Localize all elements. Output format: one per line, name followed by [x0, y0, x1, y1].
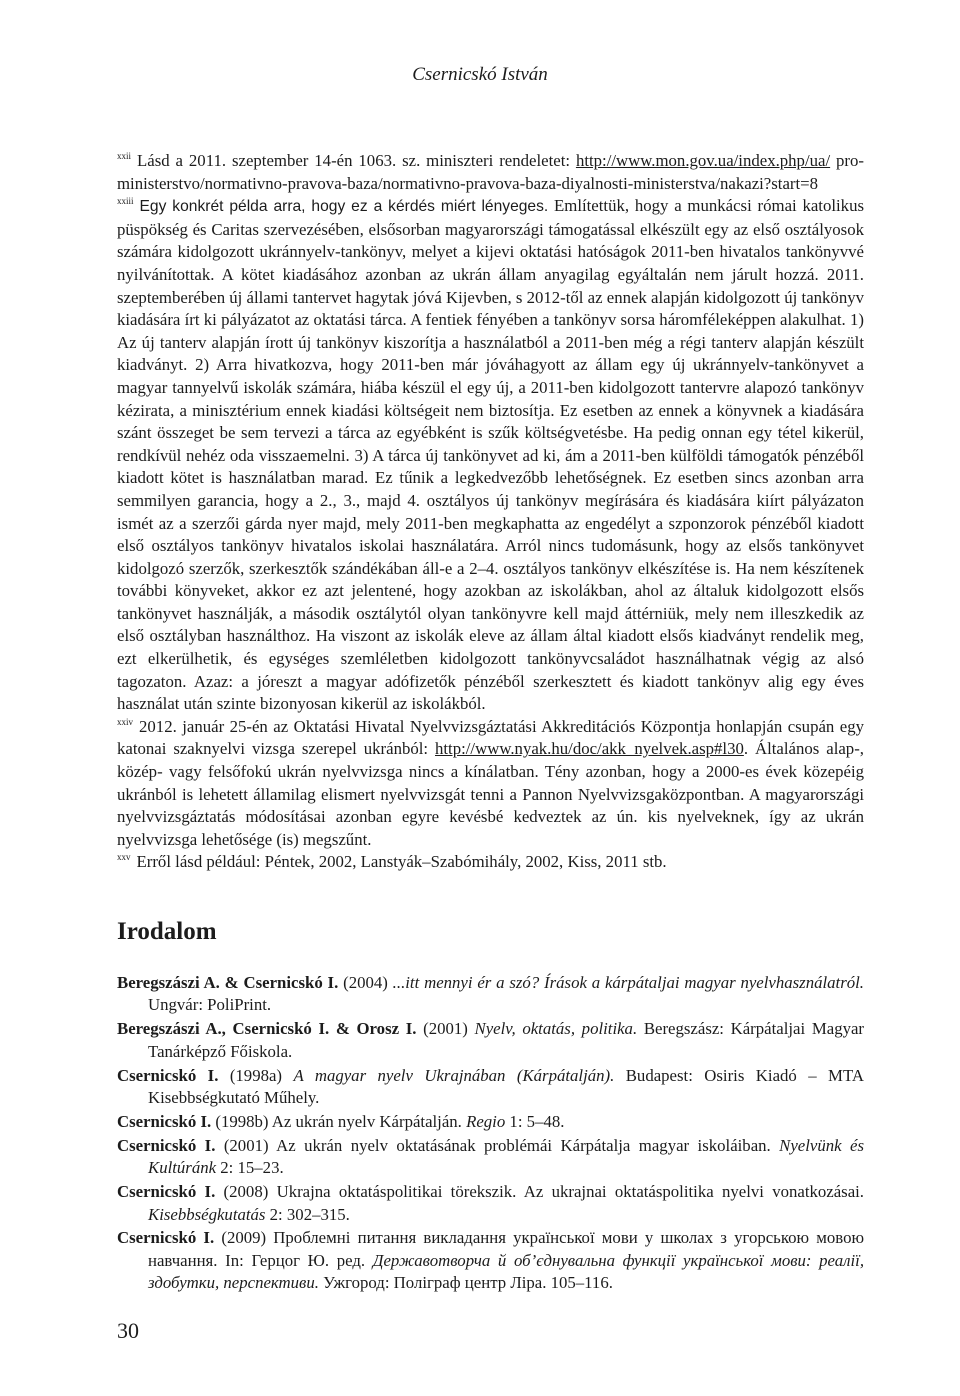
reference-publisher: 2: 302–315. [265, 1204, 350, 1224]
reference-year: (2004) [338, 973, 393, 992]
reference-title: Nyelvünk és Kultúránk [148, 1135, 864, 1178]
footnote-marker: xxiv [117, 716, 134, 727]
footnote-link[interactable]: http://www.mon.gov.ua/index.php/ua/ [575, 151, 831, 170]
reference-year: (1998b) Az ukrán nyelv Kárpátalján. [211, 1111, 467, 1131]
footnote-text: Lásd a 2011. szeptember 14-én 1063. sz. miniszteri rendeletet: [137, 151, 576, 170]
reference-item [117, 972, 864, 1017]
reference-publisher: 2: 15–23. [216, 1158, 284, 1178]
reference-publisher: Ужгород: Поліграф центр Ліра. 105–116. [318, 1273, 613, 1293]
reference-list [117, 972, 864, 1296]
footnote-text: Említettük, hogy a munkácsi római katolikus püspökség és Caritas szervezésében, elsősorban magyarországi támogatással elkészült egy az első osztályosok számára kidolgozott ukránnyelv-tankönyv, melyet a kijevi oktatási hatóságok 2011-ben hivatalos tankönyvvé nyilvánítottak. A kötet kiadásához azonban az ukrán állam anyagilag egyáltalán nem járult hozzá. 2011. szeptemberében új állami tantervet hagytak jóvá Kijevben, s 2012-től az ennek alapján kidolgozott új tankönyv kiadására írt ki pályázatot az oktatási tárca. A fentiek fényében a tankönyv sorsa háromféleképpen alakulhat. 1) Az új tanterv alapján írott új tankönyv kiszorítja a használatból a 2011-ben még a régi tanterv alapján készült kiadványt. 2) Arra hivatkozva, hogy 2011-ben már jóváhagyott az állam egy új ukránnyelv-tankönyvet a magyar tannyelvű iskolák számára, hiába készül el egy új, a 2011-ben kidolgozott tantervre alapozó tankönyv kézirata, a minisztérium ennek kiadási költségeit nem biztosítja. Ez esetben az ennek a könyvnek a kiadására szánt összeget be sem tervezi a tárca az egyébként is szűk költségvetésbe. Ha pedig onnan egy tétel kikerül, rendkívül nehéz oda visszaemelni. 3) A tárca új tankönyvet ad ki, ám a 2011-ben külföldi támogatók pénzéből kiadott kötet is használatban marad. Ez tűnik a legkedvezőbb lehetőségnek. Ez esetben sincs azonban arra semmilyen garancia, hogy a 2., 3., majd 4. osztályos új tankönyv megírására és kiadására kiírt pályázaton ismét az a szerzői gárda nyer majd, mely 2011-ben megkaphatta az engedélyt a szponzorok pénzéből kiadott első osztályos tankönyv hivatalos iskolai használatára. Arról nincs tudomásunk, hogy az elsős tankönyvet kidolgozó szerzők, szerkesztők szándékában áll-e a 2–4. osztályos tankönyv elkészítése is. Ha nem készítenek további könyveket, akkor ez azt jelentené, hogy azokban az iskolákban, ahol az általuk kidolgozott elsős tankönyvet használják, a második osztálytól olyan tankönyvre kell majd áttérniük, mely nem illeszkedik az első osztályban használthoz. Ha viszont az iskolák eleve az állam által kiadott elsős kiadványt rendelik meg, ezt elkerülhetik, és egységes szemléletben kidolgozott tankönyvcsaládot használhatnak végig az alsó tagozaton. Azaz: a jóreszt a magyar adófizetők pénzéből szerkesztett és kiadott tankönyv alig egy éves használat után szinte bizonyosan kikerül az iskolákból. [117, 196, 864, 714]
footnote-xxii [117, 150, 864, 195]
reference-year: (1998a) [218, 1065, 294, 1085]
reference-item [117, 1018, 864, 1063]
reference-title: Державотворча й об’єднувальна функції української мови: реалії, здобутки, перспективи. [148, 1250, 865, 1293]
reference-authors: Beregszászi A. & Csernicskó I. [117, 973, 339, 992]
reference-publisher: 1: 5–48. [505, 1111, 565, 1131]
reference-title: Kisebbségkutatás [148, 1204, 266, 1224]
footnote-text: 2012. január 25-én az Oktatási Hivatal Nyelvvizsgáztatási Akkreditációs Központja honlapján csupán egy katonai szaknyelvi vizsga szerepel ukránból: [117, 716, 864, 759]
reference-item [117, 1135, 864, 1180]
footnote-marker: xxiii [117, 196, 134, 207]
reference-publisher: Ungvár: PoliPrint. [148, 995, 272, 1015]
reference-year: (2001) Az ukrán nyelv oktatásának problémái Kárpátalja magyar iskoláiban. [215, 1135, 780, 1155]
reference-authors: Csernicskó I. [117, 1182, 216, 1202]
reference-title: A magyar nyelv Ukrajnában (Kárpátalján). [293, 1065, 615, 1085]
reference-authors: Csernicskó I. [117, 1065, 219, 1085]
footnote-xxiv [117, 716, 864, 852]
footnote-marker: xxii [117, 151, 132, 161]
reference-publisher: Budapest: Osiris Kiadó – MTA Kisebbségkutató Műhely. [148, 1065, 864, 1108]
footnote-text: Erről lásd például: Péntek, 2002, Lanstyák–Szabómihály, 2002, Kiss, 2011 stb. [136, 852, 667, 872]
footnote-text-after: pro-ministerstvo/normativno-pravova-baza/normativno-pravova-baza-diyalnosti-ministerstva/nakazi?start=8 [117, 151, 864, 193]
footnote-text-after: . Általános alap-, közép- vagy felsőfokú ukrán nyelvvizsga nincs a kínálatban. Tény azonban, hogy a 2000-es évek közepéig ukránból is lehetett államilag elismert nyelvvizsgát tenni a Pannon Nyelvvizsgaközpontban. A magyarországi nyelvvizsgáztatás módosításai azonban egyre kevésbé kedveztek az ún. kis nyelveknek, így az ukrán nyelvvizsga lehetősége (is) megszűnt. [117, 739, 864, 849]
footnote-link[interactable]: http://www.nyak.hu/doc/akk_nyelvek.asp#l30 [435, 739, 744, 759]
footnote-xxv [117, 851, 864, 874]
footnote-lead: Egy konkrét példa arra, hogy ez a kérdés miért lényeges. [139, 198, 549, 216]
section-heading: Irodalom [117, 918, 217, 945]
reference-item [117, 1065, 864, 1110]
reference-item [117, 1181, 864, 1226]
reference-year: (2009) Проблемні питання викладання української мови у школах з угорською мовою навчання. In: Герцог Ю. ред. [148, 1228, 864, 1270]
footnote-marker: xxv [117, 852, 131, 863]
reference-authors: Csernicskó I. [117, 1135, 216, 1155]
footnote-xxiii [117, 195, 864, 716]
reference-title: Nyelv, oktatás, politika. [474, 1019, 638, 1039]
page-number: 30 [117, 1318, 139, 1343]
reference-publisher: Beregszász: Kárpátaljai Magyar Tanárképző Főiskola. [148, 1019, 865, 1061]
reference-item [117, 1227, 864, 1294]
reference-item [117, 1111, 864, 1133]
reference-title: Regio [466, 1111, 506, 1131]
reference-authors: Beregszászi A., Csernicskó I. & Orosz I. [117, 1019, 417, 1039]
reference-authors: Csernicskó I. [117, 1111, 212, 1131]
reference-year: (2008) Ukrajna oktatáspolitikai törekszik. Az ukrajnai oktatáspolitika nyelvi vonatkozásai. [215, 1182, 864, 1202]
running-head: Csernicskó István [412, 64, 548, 85]
footnotes [117, 150, 864, 874]
reference-year: (2001) [416, 1019, 475, 1039]
reference-authors: Csernicskó I. [117, 1228, 215, 1248]
reference-title: ...itt mennyi ér a szó? Írások a kárpátaljai magyar nyelvhasználatról. [392, 973, 864, 992]
